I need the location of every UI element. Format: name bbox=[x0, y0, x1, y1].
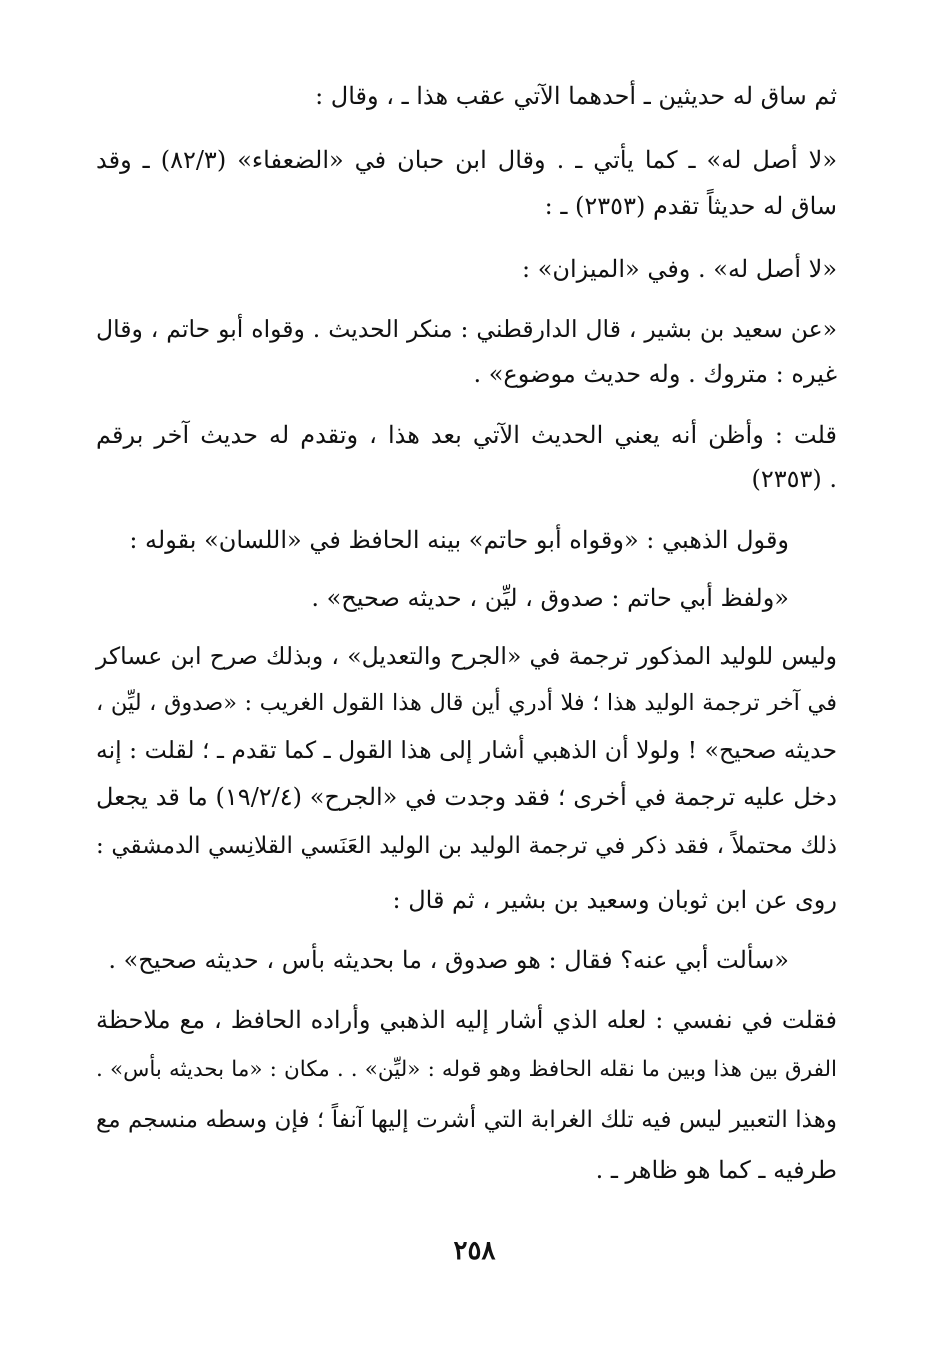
text-line: وهذا التعبير ليس فيه تلك الغرابة التي أشرت إليها آنفاً ؛ فإن وسطه منسجم مع bbox=[96, 1107, 837, 1133]
text-line: «ولفظ أبي حاتم : صدوق ، ليِّن ، حديثه صحيح» . bbox=[311, 584, 789, 612]
text-line: (٢٣٥٣) . bbox=[751, 465, 837, 493]
text-line: دخل عليه ترجمة في أخرى ؛ فقد وجدت في «الجرح» (١٩/٢/٤) ما قد يجعل bbox=[96, 783, 837, 811]
text-line: غيره : متروك . وله حديث موضوع» . bbox=[473, 360, 837, 388]
text-line: ساق له حديثاً تقدم (٢٣٥٣) ـ : bbox=[544, 192, 837, 220]
text-line: «سألت أبي عنه؟ فقال : هو صدوق ، ما بحديثه بأس ، حديثه صحيح» . bbox=[108, 946, 789, 974]
text-line: طرفيه ـ كما هو ظاهر ـ . bbox=[595, 1156, 837, 1184]
text-line: روى عن ابن ثوبان وسعيد بن بشير ، ثم قال : bbox=[392, 886, 837, 914]
text-line: قلت : وأظن أنه يعني الحديث الآتي بعد هذا ، وتقدم له حديث آخر برقم bbox=[96, 421, 837, 449]
text-line: «عن سعيد بن بشير ، قال الدارقطني : منكر الحديث . وقواه أبو حاتم ، وقال bbox=[96, 315, 837, 343]
text-line: في آخر ترجمة الوليد هذا ؛ فلا أدري أين قال هذا القول الغريب : «صدوق ، ليِّن ، bbox=[96, 690, 837, 716]
text-line: فقلت في نفسي : لعله الذي أشار إليه الذهبي وأراده الحافظ ، مع ملاحظة bbox=[96, 1006, 837, 1034]
text-line: «لا أصل له» ـ كما يأتي ـ . وقال ابن حبان في «الضعفاء» (٨٢/٣) ـ وقد bbox=[96, 146, 838, 174]
text-line: وليس للوليد المذكور ترجمة في «الجرح والتعديل» ، وبذلك صرح ابن عساكر bbox=[96, 642, 837, 670]
text-line: وقول الذهبي : «وقواه أبو حاتم» بينه الحافظ في «اللسان» بقوله : bbox=[129, 526, 789, 554]
text-line: حديثه صحيح» ! ولولا أن الذهبي أشار إلى هذا القول ـ كما تقدم ـ ؛ لقلت : إنه bbox=[96, 736, 838, 764]
page-number: ٢٥٨ bbox=[453, 1236, 496, 1266]
text-line: الفرق بين هذا وبين ما نقله الحافظ وهو قوله : «ليِّن» . . مكان : «ما بحديثه بأس» . bbox=[96, 1057, 837, 1082]
text-line: ثم ساق له حديثين ـ أحدهما الآتي عقب هذا ـ ، وقال : bbox=[315, 82, 837, 110]
text-line: ذلك محتملاً ، فقد ذكر في ترجمة الوليد بن الوليد العَنَسي القلانِسي الدمشقي : bbox=[96, 833, 837, 859]
text-line: «لا أصل له» . وفي «الميزان» : bbox=[521, 255, 837, 283]
